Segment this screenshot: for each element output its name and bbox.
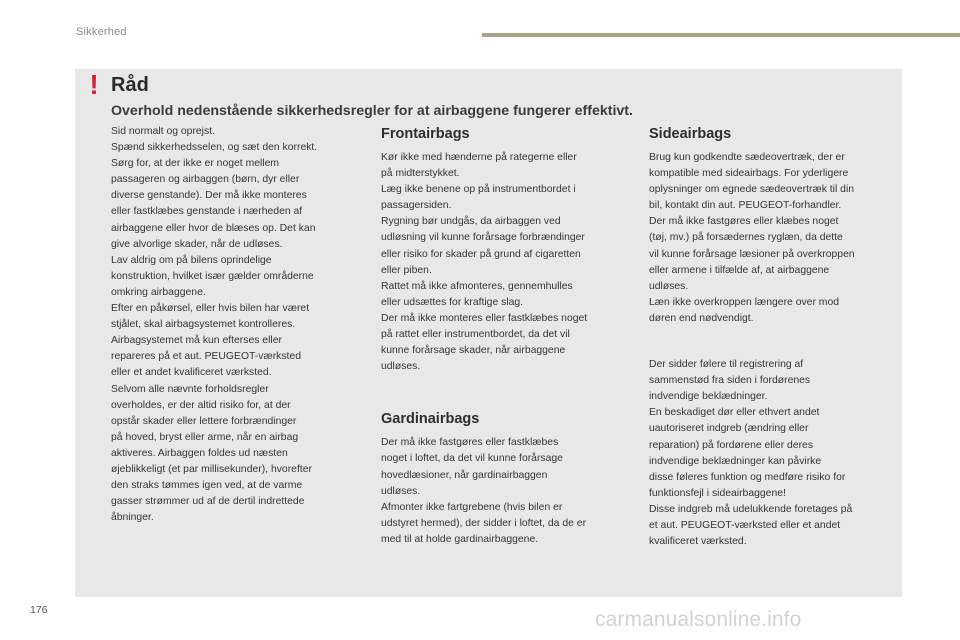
sideairbags-text-1: Brug kun godkendte sædeovertræk, der er kompatible med sideairbags. For yderligere oplysninger om egnede sædeovertræk til din bil, kontakt din aut. PEUGEOT-forhandler. Der må ikke fastgøres eller klæbes noget (tøj, mv.) på forsædernes ryglæn, da dette vil kunne forårsage læsioner på overkroppen eller armene i tilfælde af, at airbaggene udløses. Læn ikke overkroppen længere over mod døren end nødvendigt.: [649, 152, 855, 324]
frontairbags-heading: Frontairbags: [381, 126, 470, 142]
panel-subtitle: Overhold nedenstående sikkerhedsregler for at airbaggene fungerer effektivt.: [111, 103, 633, 119]
general-advice-text: Sid normalt og oprejst. Spænd sikkerhedsselen, og sæt den korrekt. Sørg for, at der ikke er noget mellem passageren og airbaggen (børn, dyr eller diverse genstande). Der må ikke monteres eller fastklæbes genstande i nærheden af airbaggene eller hvor de blæses op. Det kan give alvorlige skader, når de udløses. Lav aldrig om på bilens oprindelige konstruktion, hvilket især gælder områderne omkring airbaggene. Efter en påkørsel, eller hvis bilen har været stjålet, skal airbagsystemet kontrolleres. Airbagsystemet må kun efterses eller repareres på et aut. PEUGEOT-værksted eller et andet kvalificeret værksted. Selvom alle nævnte forholdsregler overholdes, er der altid risiko for, at der opstår skader eller lettere forbrændinger på hoved, bryst eller arme, når en airbag aktiveres. Airbaggen foldes ud næsten øjeblikkeligt (et par millisekunder), hvorefter den straks tømmes igen ved, at de varme gasser strømmer ud af de dertil indrettede åbninger.: [111, 126, 318, 524]
sideairbags-text-2: Der sidder følere til registrering af sammenstød fra siden i fordørenes indvendige beklædninger. En beskadiget dør eller ethvert andet uautoriseret indgreb (ændring eller reparation) på fordørene eller deres indvendige beklædninger kan påvirke disse føleres funktion og medføre risiko for funktionsfejl i sideairbaggene! Disse indgreb må udelukkende foretages på et aut. PEUGEOT-værksted eller et andet kvalificeret værksted.: [649, 359, 853, 548]
panel-title: Råd: [111, 74, 149, 96]
frontairbags-text: Kør ikke med hænderne på rategerne eller på midterstykket. Læg ikke benene op på instrumentbordet i passagersiden. Rygning bør undgås, da airbaggen ved udløsning vil kunne forårsage forbrændinger eller risiko for skader på grund af cigaretten eller piben. Rattet må ikke afmonteres, gennemhulles eller udsættes for kraftige slag. Der må ikke monteres eller fastklæbes noget på rattet eller instrumentbordet, da det vil kunne forårsage skader, når airbaggene udløses.: [381, 152, 588, 373]
page-number: 176: [30, 604, 48, 616]
sideairbags-heading: Sideairbags: [649, 126, 732, 142]
general-advice-column: [111, 124, 363, 526]
section-title: Sikkerhed: [76, 26, 127, 38]
watermark: carmanualsonline.info: [595, 608, 802, 631]
exclamation-icon: !: [89, 69, 99, 100]
side-airbags-column: [649, 124, 901, 550]
gardinairbags-heading: Gardinairbags: [381, 411, 480, 428]
gardinairbags-text: Der må ikke fastgøres eller fastklæbes noget i loftet, da det vil kunne forårsage hovedlæsioner, når gardinairbaggen udløses. Afmonter ikke fartgrebene (hvis bilen er udstyret hermed), der sidder i loftet, da de er med til at holde gardinairbaggene.: [381, 437, 587, 545]
header-rule: [482, 33, 960, 37]
front-curtain-column: [381, 124, 636, 548]
